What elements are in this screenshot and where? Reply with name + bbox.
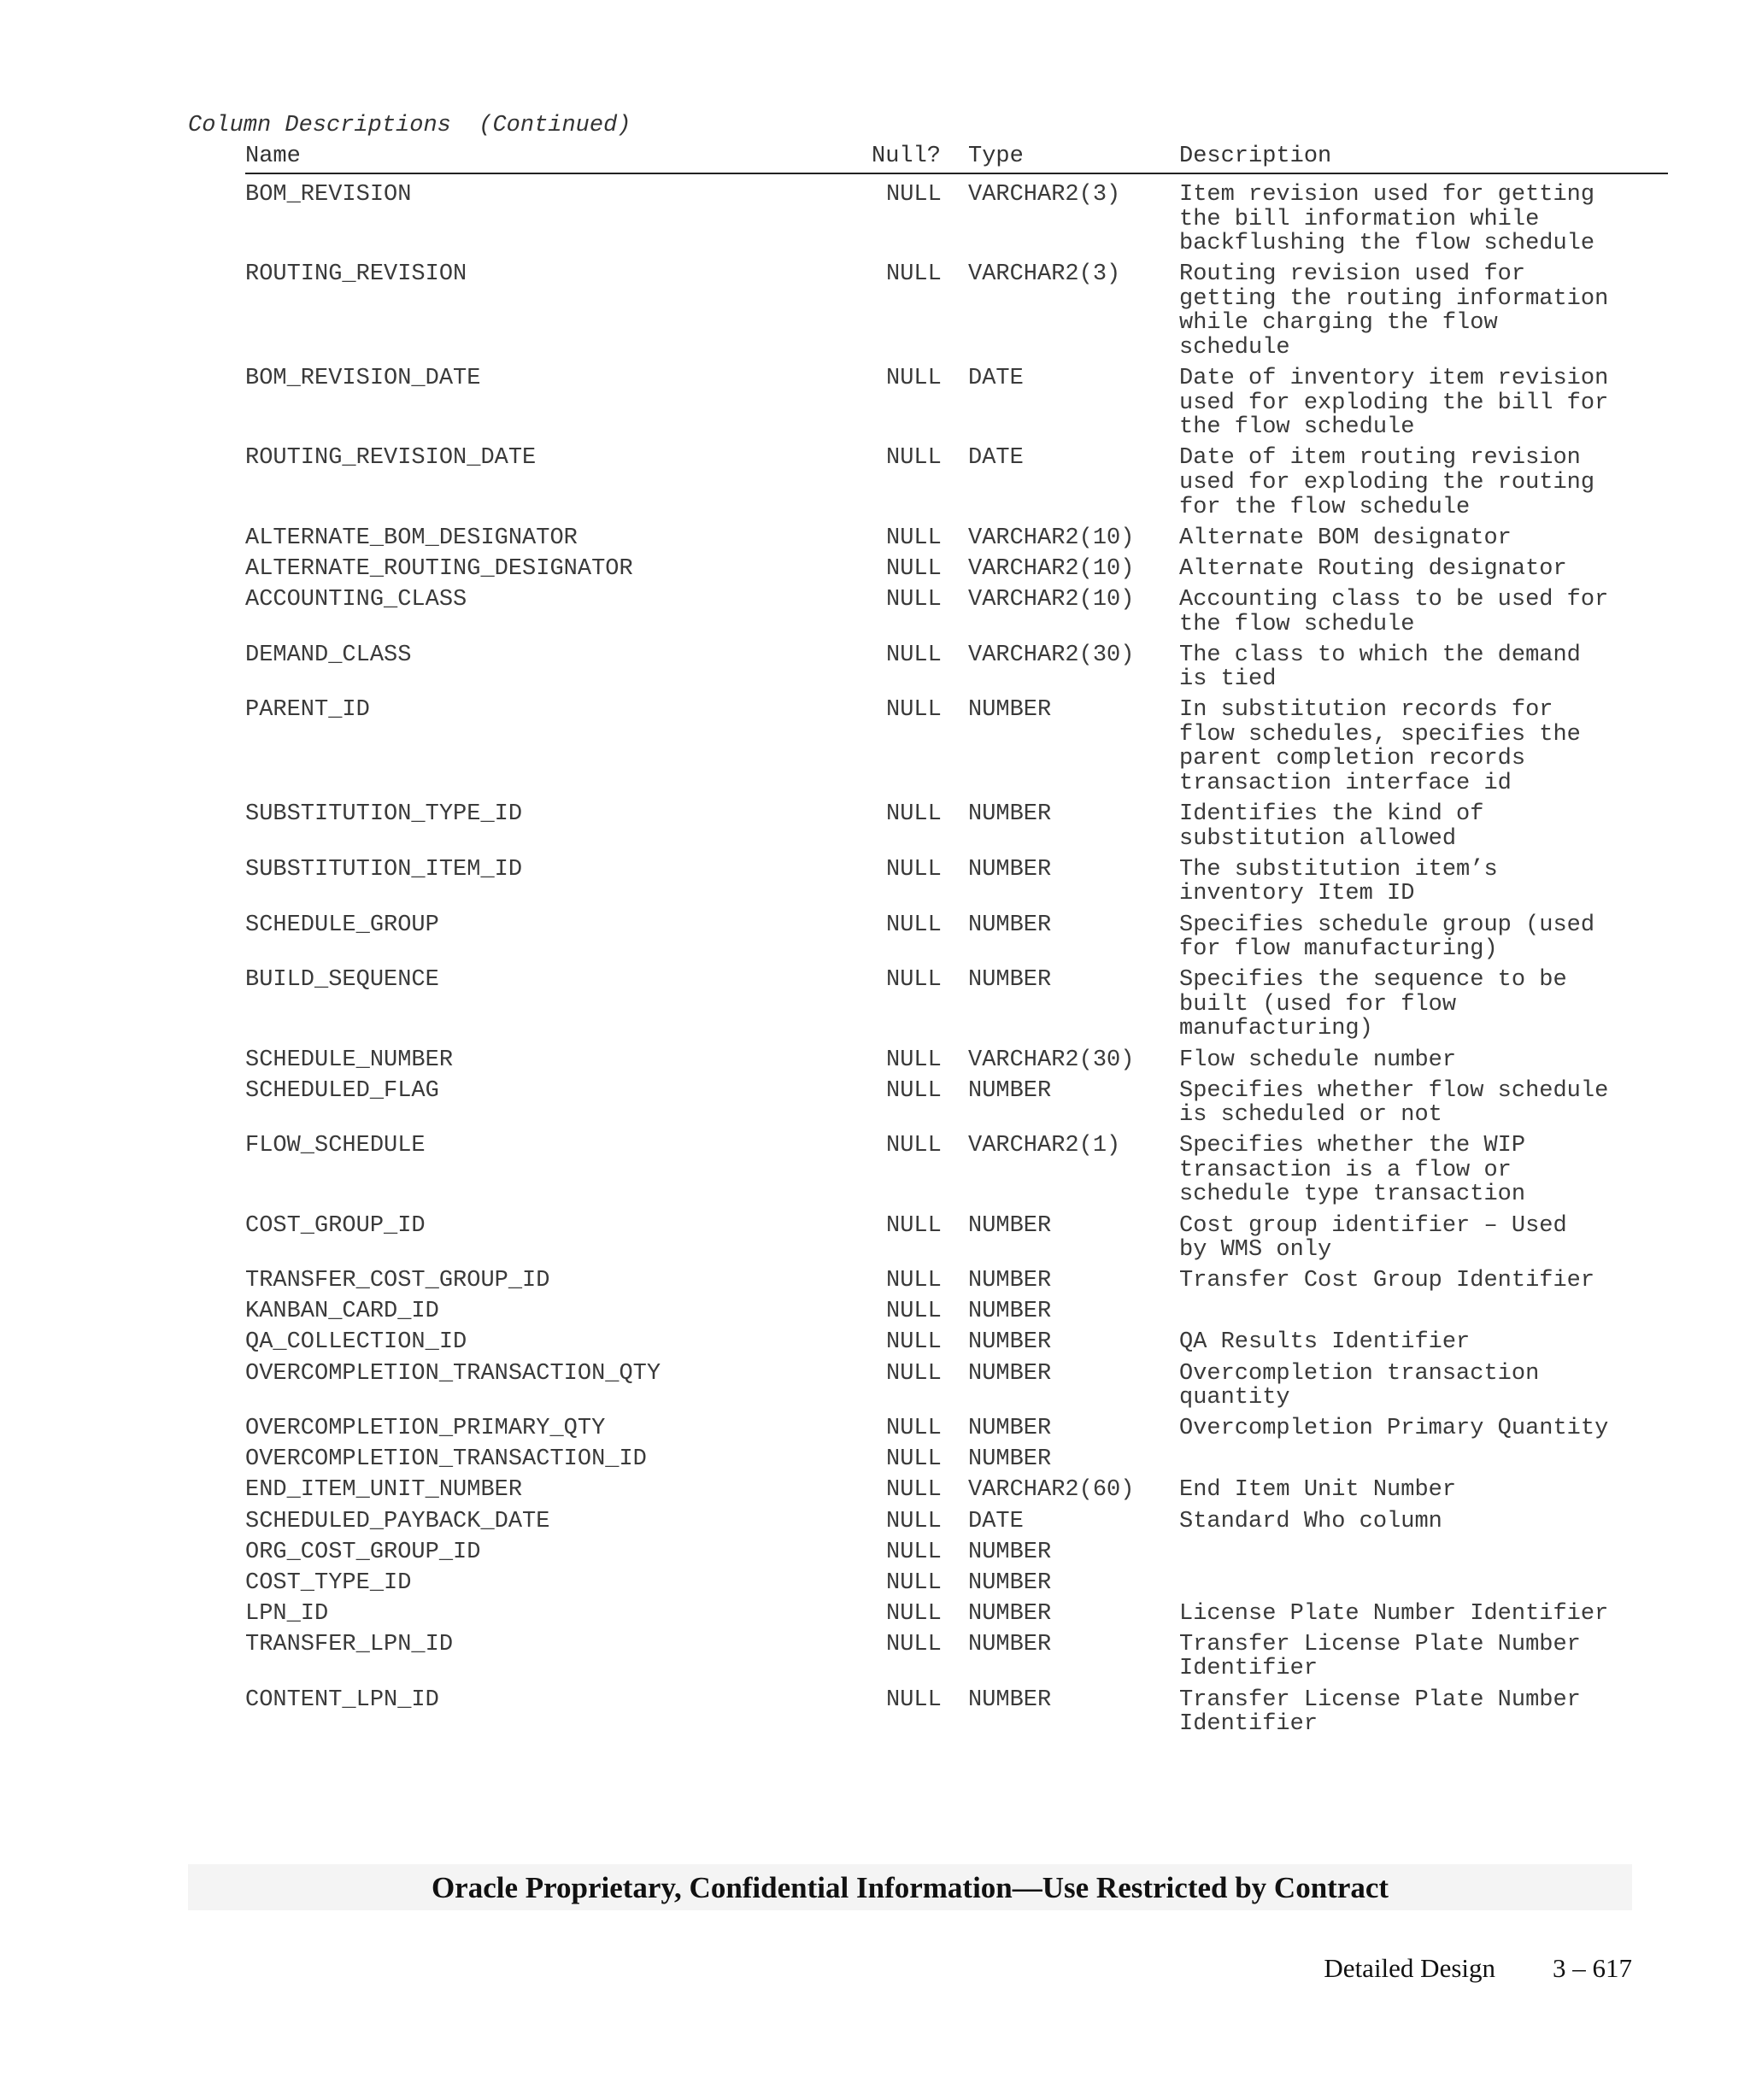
column-description: Transfer License Plate Number Identifier	[1179, 1686, 1581, 1738]
column-type: NUMBER	[968, 1416, 1052, 1442]
table-row	[245, 1510, 1668, 1540]
column-description: Overcompletion Primary Quantity	[1179, 1416, 1609, 1442]
column-name: FLOW_SCHEDULE	[245, 1133, 426, 1159]
column-description: Overcompletion transaction quantity	[1179, 1360, 1540, 1411]
table-row	[245, 1134, 1668, 1213]
table-row	[245, 1447, 1668, 1478]
column-null: NULL	[886, 1477, 942, 1504]
column-description: Specifies whether flow schedule is scheduled or not	[1179, 1077, 1609, 1129]
column-name: ROUTING_REVISION_DATE	[245, 445, 537, 472]
column-description	[1179, 1571, 1658, 1596]
column-name: SCHEDULED_PAYBACK_DATE	[245, 1508, 550, 1534]
column-name: BOM_REVISION_DATE	[245, 366, 481, 392]
column-name: COST_TYPE_ID	[245, 1569, 412, 1596]
column-description: Flow schedule number	[1179, 1047, 1457, 1073]
table-row	[245, 1417, 1668, 1447]
column-name: OVERCOMPLETION_PRIMARY_QTY	[245, 1416, 606, 1442]
column-type: VARCHAR2(30)	[968, 642, 1135, 668]
column-description: Item revision used for getting the bill information while backflushing the flow schedule	[1179, 182, 1595, 257]
column-type: NUMBER	[968, 1268, 1052, 1294]
column-type: NUMBER	[968, 1539, 1052, 1565]
column-description: Accounting class to be used for the flow schedule	[1179, 586, 1609, 637]
header-name: Name	[245, 144, 301, 169]
column-type: NUMBER	[968, 1600, 1052, 1627]
table-row	[245, 557, 1668, 588]
page-number: 3 – 617	[1553, 1953, 1632, 1983]
column-type: DATE	[968, 366, 1024, 392]
column-description: Specifies the sequence to be built (used for flow manufacturing)	[1179, 967, 1567, 1042]
column-null: NULL	[886, 1600, 942, 1627]
column-type: NUMBER	[968, 1299, 1052, 1325]
column-name: OVERCOMPLETION_TRANSACTION_QTY	[245, 1360, 661, 1387]
table-caption: Column Descriptions (Continued)	[188, 113, 631, 138]
section-name: Detailed Design	[1324, 1953, 1495, 1983]
column-name: BOM_REVISION	[245, 182, 412, 208]
column-description: QA Results Identifier	[1179, 1329, 1471, 1356]
column-name: SUBSTITUTION_TYPE_ID	[245, 801, 523, 828]
table-row	[245, 1079, 1668, 1135]
column-type: NUMBER	[968, 1631, 1052, 1657]
column-name: SCHEDULE_NUMBER	[245, 1047, 454, 1073]
table-row	[245, 1299, 1668, 1330]
column-description: Date of inventory item revision used for exploding the bill for the flow schedule	[1179, 366, 1609, 441]
table-row	[245, 1602, 1668, 1633]
column-name: END_ITEM_UNIT_NUMBER	[245, 1477, 523, 1504]
column-description: Alternate BOM designator	[1179, 525, 1512, 551]
table-row	[245, 262, 1668, 367]
table-row	[245, 1269, 1668, 1299]
column-null: NULL	[886, 182, 942, 208]
table-header	[245, 144, 1668, 174]
table-row	[245, 858, 1668, 913]
column-null: NULL	[886, 1569, 942, 1596]
column-description: Alternate Routing designator	[1179, 555, 1567, 582]
column-null: NULL	[886, 1077, 942, 1104]
column-null: NULL	[886, 586, 942, 613]
column-null: NULL	[886, 1047, 942, 1073]
column-null: NULL	[886, 366, 942, 392]
column-type: VARCHAR2(60)	[968, 1477, 1135, 1504]
column-description: Specifies schedule group (used for flow manufacturing)	[1179, 912, 1595, 963]
table-body	[245, 183, 1668, 1743]
column-description: The substitution item’s inventory Item ID	[1179, 856, 1498, 907]
header-type: Type	[968, 144, 1024, 169]
column-description: Routing revision used for getting the routing information while charging the flow schedule	[1179, 261, 1609, 361]
column-type: NUMBER	[968, 1360, 1052, 1387]
column-name: ALTERNATE_ROUTING_DESIGNATOR	[245, 555, 633, 582]
column-null: NULL	[886, 1631, 942, 1657]
table-row	[245, 1214, 1668, 1270]
column-type: NUMBER	[968, 697, 1052, 724]
column-type: DATE	[968, 1508, 1024, 1534]
column-name: ALTERNATE_BOM_DESIGNATOR	[245, 525, 578, 551]
column-description	[1179, 1447, 1658, 1472]
column-null: NULL	[886, 912, 942, 938]
column-description	[1179, 1299, 1658, 1324]
column-description: Transfer License Plate Number Identifier	[1179, 1631, 1581, 1682]
column-description: Transfer Cost Group Identifier	[1179, 1268, 1595, 1294]
column-null: NULL	[886, 1686, 942, 1713]
confidentiality-banner	[188, 1864, 1632, 1910]
column-null: NULL	[886, 1446, 942, 1473]
column-name: OVERCOMPLETION_TRANSACTION_ID	[245, 1446, 647, 1473]
column-null: NULL	[886, 697, 942, 724]
column-type: NUMBER	[968, 912, 1052, 938]
column-null: NULL	[886, 555, 942, 582]
column-description: End Item Unit Number	[1179, 1477, 1457, 1504]
column-type: VARCHAR2(3)	[968, 182, 1121, 208]
table-row	[245, 183, 1668, 262]
column-null: NULL	[886, 525, 942, 551]
column-type: VARCHAR2(3)	[968, 261, 1121, 288]
column-type: NUMBER	[968, 801, 1052, 828]
column-null: NULL	[886, 967, 942, 994]
column-name: ROUTING_REVISION	[245, 261, 467, 288]
column-null: NULL	[886, 1329, 942, 1356]
table-row	[245, 802, 1668, 858]
column-description: Identifies the kind of substitution allowed	[1179, 801, 1484, 852]
column-type: VARCHAR2(10)	[968, 586, 1135, 613]
column-type: NUMBER	[968, 856, 1052, 883]
column-description: The class to which the demand is tied	[1179, 642, 1581, 693]
column-type: NUMBER	[968, 1077, 1052, 1104]
table-row	[245, 1362, 1668, 1417]
table-row	[245, 1633, 1668, 1688]
table-row	[245, 446, 1668, 525]
column-name: CONTENT_LPN_ID	[245, 1686, 439, 1713]
column-type: VARCHAR2(10)	[968, 555, 1135, 582]
column-type: NUMBER	[968, 1212, 1052, 1239]
column-null: NULL	[886, 261, 942, 288]
column-description	[1179, 1540, 1658, 1565]
table-row	[245, 1540, 1668, 1571]
column-name: LPN_ID	[245, 1600, 329, 1627]
column-name: SUBSTITUTION_ITEM_ID	[245, 856, 523, 883]
column-null: NULL	[886, 642, 942, 668]
table-row	[245, 1048, 1668, 1079]
column-description: In substitution records for flow schedules, specifies the parent completion records transaction interface id	[1179, 697, 1581, 797]
confidentiality-notice: Oracle Proprietary, Confidential Information––Use Restricted by Contract	[431, 1871, 1389, 1904]
column-name: KANBAN_CARD_ID	[245, 1299, 439, 1325]
table-row	[245, 1478, 1668, 1509]
table-row	[245, 968, 1668, 1047]
column-null: NULL	[886, 856, 942, 883]
column-null: NULL	[886, 445, 942, 472]
table-row	[245, 698, 1668, 802]
column-name: COST_GROUP_ID	[245, 1212, 426, 1239]
table-row	[245, 1571, 1668, 1602]
header-null: Null?	[872, 144, 942, 169]
column-type: NUMBER	[968, 1569, 1052, 1596]
column-null: NULL	[886, 1508, 942, 1534]
column-null: NULL	[886, 1268, 942, 1294]
column-name: TRANSFER_LPN_ID	[245, 1631, 454, 1657]
table-row	[245, 1688, 1668, 1744]
column-null: NULL	[886, 1539, 942, 1565]
column-name: BUILD_SEQUENCE	[245, 967, 439, 994]
column-type: VARCHAR2(30)	[968, 1047, 1135, 1073]
column-name: SCHEDULED_FLAG	[245, 1077, 439, 1104]
column-name: DEMAND_CLASS	[245, 642, 412, 668]
column-name: ORG_COST_GROUP_ID	[245, 1539, 481, 1565]
column-type: NUMBER	[968, 1446, 1052, 1473]
column-null: NULL	[886, 801, 942, 828]
column-null: NULL	[886, 1416, 942, 1442]
column-name: PARENT_ID	[245, 697, 370, 724]
column-name: SCHEDULE_GROUP	[245, 912, 439, 938]
header-description: Description	[1179, 144, 1332, 169]
table-row	[245, 526, 1668, 557]
column-type: NUMBER	[968, 967, 1052, 994]
column-description: Date of item routing revision used for exploding the routing for the flow schedule	[1179, 445, 1595, 520]
column-null: NULL	[886, 1212, 942, 1239]
table-row	[245, 367, 1668, 446]
column-description: License Plate Number Identifier	[1179, 1600, 1609, 1627]
column-name: QA_COLLECTION_ID	[245, 1329, 467, 1356]
column-null: NULL	[886, 1299, 942, 1325]
column-type: DATE	[968, 445, 1024, 472]
column-type: VARCHAR2(10)	[968, 525, 1135, 551]
table-row	[245, 1330, 1668, 1361]
column-type: VARCHAR2(1)	[968, 1133, 1121, 1159]
column-type: NUMBER	[968, 1329, 1052, 1356]
column-type: NUMBER	[968, 1686, 1052, 1713]
column-name: ACCOUNTING_CLASS	[245, 586, 467, 613]
column-description: Cost group identifier – Used by WMS only	[1179, 1212, 1567, 1264]
column-null: NULL	[886, 1360, 942, 1387]
column-description: Standard Who column	[1179, 1508, 1442, 1534]
page-footer	[1196, 1953, 1632, 1987]
column-null: NULL	[886, 1133, 942, 1159]
table-row	[245, 643, 1668, 699]
column-description: Specifies whether the WIP transaction is a flow or schedule type transaction	[1179, 1133, 1526, 1208]
column-name: TRANSFER_COST_GROUP_ID	[245, 1268, 550, 1294]
table-row	[245, 588, 1668, 643]
table-row	[245, 913, 1668, 969]
